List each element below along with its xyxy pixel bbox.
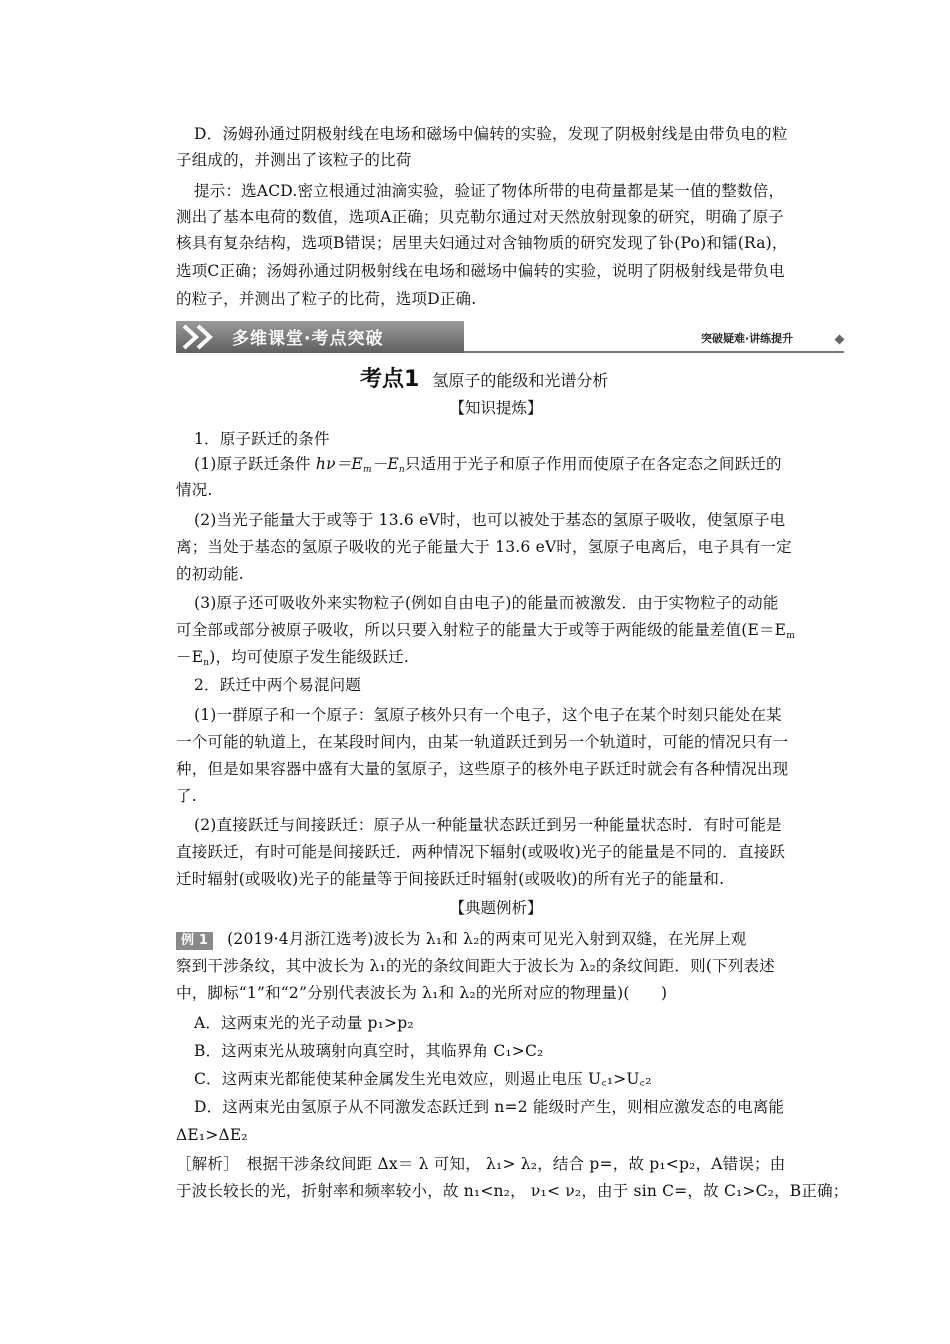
knowledge-q1-line-4: 了. [176, 787, 197, 805]
knowledge-p3-line-2: 可全部或部分被原子吸收，所以只要入射粒子的能量大于或等于两能级的能量差值(E＝Em [176, 621, 795, 641]
p1-rest: 只适用于光子和原子作用而使原子在各定态之间跃迁的 [404, 455, 782, 473]
knowledge-q2-line-2: 直接跃迁，有时可能是间接跃迁．两种情况下辐射(或吸收)光子的能量是不同的．直接跃 [176, 843, 786, 861]
knowledge-heading: 【知识提炼】 [449, 399, 543, 417]
option-a: A．这两束光的光子动量 p₁>p₂ [194, 1014, 414, 1032]
kaodian-title: 氢原子的能级和光谱分析 [432, 371, 609, 390]
diamond-icon [835, 335, 845, 345]
hint-line-1: 提示：选ACD.密立根通过油滴实验，验证了物体所带的电荷量都是某一值的整数倍， [194, 182, 785, 200]
example-badge: 例 1 [176, 932, 213, 950]
hint-line-2: 测出了基本电荷的数值，选项A正确；贝克勒尔通过对天然放射现象的研究，明确了原子 [176, 208, 784, 226]
chevron-arrows-icon [182, 324, 222, 350]
solution-line-2: 于波长较长的光，折射率和频率较小，故 n₁<n₂， ν₁< ν₂，由于 sin C=，故 C₁>C₂，B正确； [176, 1182, 849, 1200]
option-b: B．这两束光从玻璃射向真空时，其临界角 C₁>C₂ [194, 1042, 544, 1060]
knowledge-p3-line-3: －En)，均可使原子发生能级跃迁. [176, 648, 409, 668]
kaodian-heading [360, 362, 608, 393]
kaodian-number: 1 [404, 367, 420, 392]
banner-subtitle: 突破疑难·讲练提升 [701, 332, 794, 345]
p1-formula: hν＝Em－En [315, 455, 405, 475]
knowledge-p2-line-1: (2)当光子能量大于或等于 13.6 eV时，也可以被处于基态的氢原子吸收，使氢原子电 [194, 511, 786, 529]
hint-line-3: 核具有复杂结构，选项B错误；居里夫妇通过对含铀物质的研究发现了钋(Po)和镭(Ra)， [176, 234, 788, 252]
solution-line-1: ［解析］ 根据干涉条纹间距 Δx＝ λ 可知， λ₁> λ₂，结合 p=，故 p₁<p₂，A错误；由 [176, 1155, 786, 1173]
example-line-3: 中，脚标“1”和“2”分别代表波长为 λ₁和 λ₂的光所对应的物理量)( ) [176, 984, 668, 1002]
banner-title: 多维课堂·考点突破 [232, 329, 384, 349]
example-heading: 【典题例析】 [449, 899, 543, 917]
knowledge-p2-line-2: 离；当处于基态的氢原子吸收的光子能量大于 13.6 eV时，氢原子电离后，电子具有一定 [176, 538, 792, 556]
knowledge-h2: 2．跃迁中两个易混问题 [194, 676, 362, 694]
hint-line-4: 选项C正确；汤姆孙通过阴极射线在电场和磁场中偏转的实验，说明了阴极射线是带负电 [176, 262, 785, 280]
knowledge-h1: 1．原子跃迁的条件 [194, 430, 330, 448]
section-banner [176, 321, 846, 353]
banner-rule [464, 351, 844, 353]
knowledge-q2-line-3: 迁时辐射(或吸收)光子的能量等于间接跃迁时辐射(或吸收)的所有光子的能量和. [176, 870, 725, 888]
option-c: C．这两束光都能使某种金属发生光电效应，则遏止电压 U꜀₁>U꜀₂ [194, 1070, 652, 1088]
knowledge-p1-line-2: 情况. [176, 481, 213, 499]
example-line-1: 例 1 (2019·4月浙江选考)波长为 λ₁和 λ₂的两束可见光入射到双缝，在光屏上观 [176, 926, 816, 953]
p1-lead: (1)原子跃迁条件 [194, 455, 311, 473]
option-d-line-2b: ΔE₁>ΔE₂ [176, 1126, 248, 1144]
knowledge-p2-line-3: 的初动能. [176, 565, 244, 583]
option-d-line-1b: D．这两束光由氢原子从不同激发态跃迁到 n=2 能级时产生，则相应激发态的电离能 [194, 1098, 785, 1116]
option-d-line-1: D．汤姆孙通过阴极射线在电场和磁场中偏转的实验，发现了阴极射线是由带负电的粒 [194, 125, 788, 143]
knowledge-p3-line-1: (3)原子还可吸收外来实物粒子(例如自由电子)的能量而被激发．由于实物粒子的动能 [194, 594, 779, 612]
knowledge-q2-line-1: (2)直接跃迁与间接跃迁：原子从一种能量状态跃迁到另一种能量状态时．有时可能是 [194, 816, 782, 834]
hint-line-5: 的粒子，并测出了粒子的比荷，选项D正确. [176, 290, 477, 308]
knowledge-q1-line-2: 一个可能的轨道上，在某段时间内，由某一轨道跃迁到另一个轨道时，可能的情况只有一 [176, 733, 789, 751]
knowledge-q1-line-1: (1)一群原子和一个原子：氢原子核外只有一个电子，这个电子在某个时刻只能处在某 [194, 706, 782, 724]
example-line-2: 察到干涉条纹，其中波长为 λ₁的光的条纹间距大于波长为 λ₂的条纹间距．则(下列表述 [176, 957, 775, 975]
option-d-line-2: 子组成的，并测出了该粒子的比荷 [176, 151, 412, 169]
knowledge-q1-line-3: 种，但是如果容器中盛有大量的氢原子，这些原子的核外电子跃迁时就会有各种情况出现 [176, 760, 789, 778]
kaodian-label: 考点 [360, 367, 405, 392]
